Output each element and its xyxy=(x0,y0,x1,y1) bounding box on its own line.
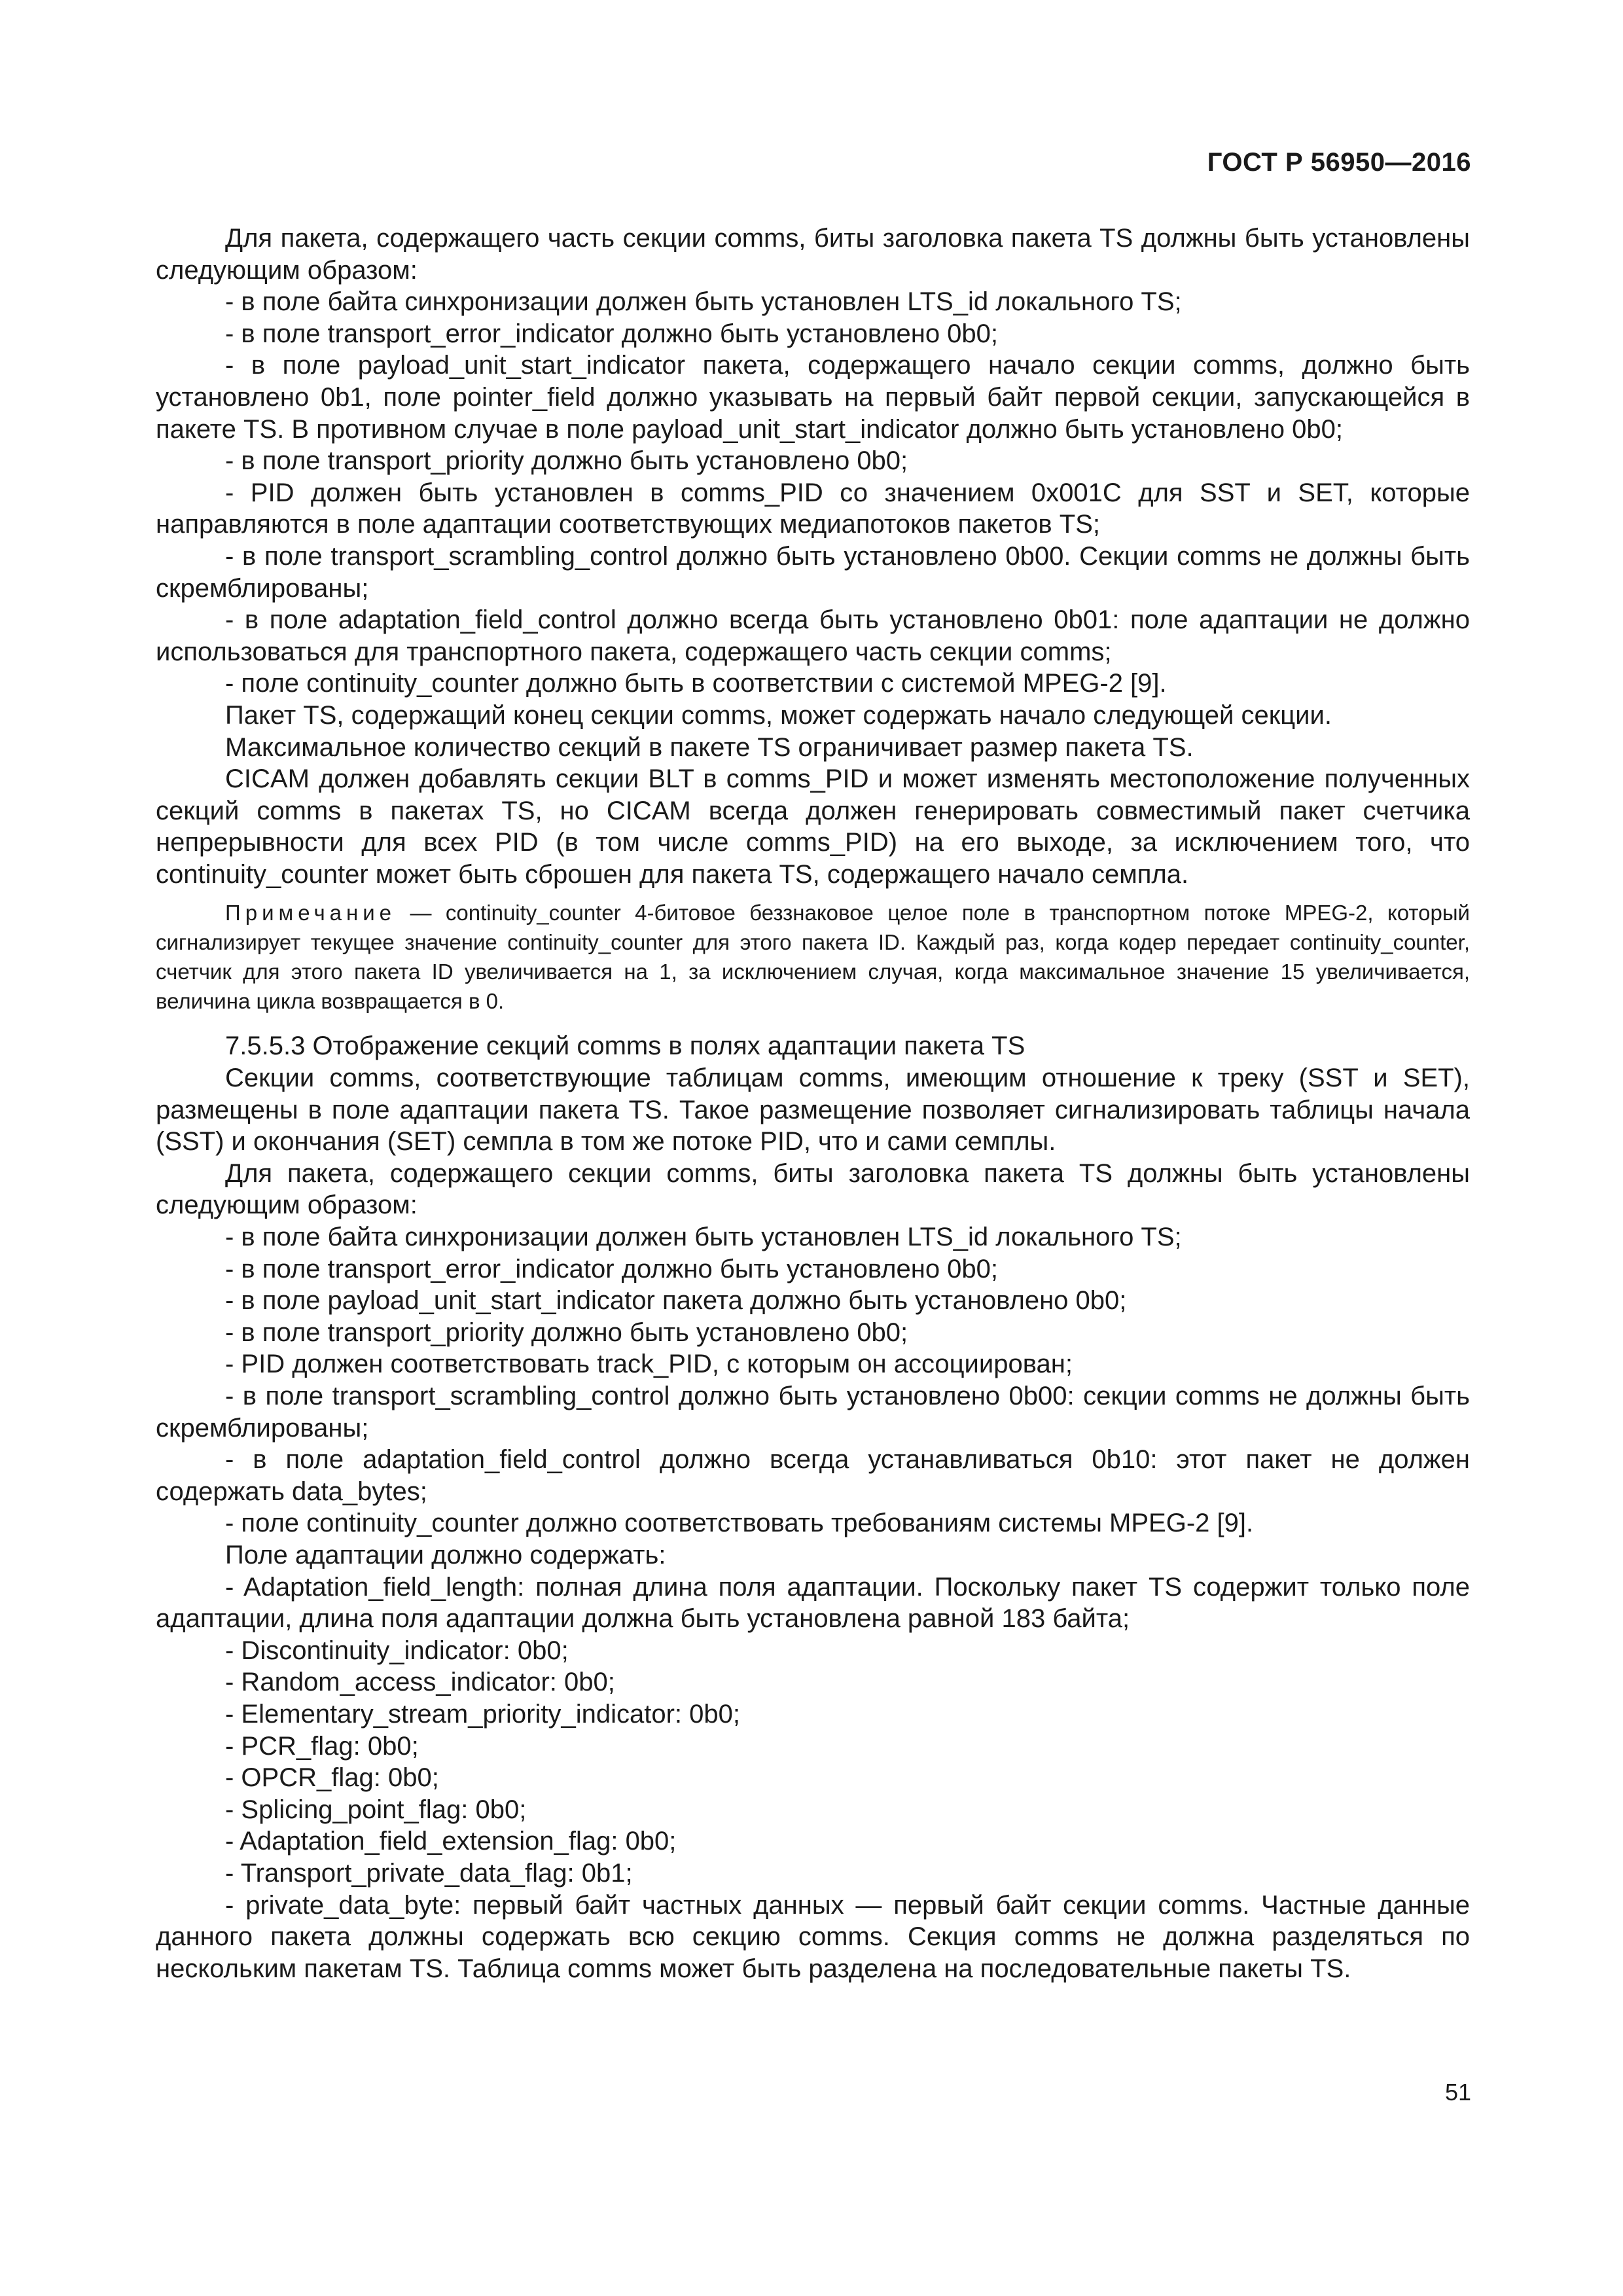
list-item: - поле continuity_counter должно быть в соответствии с системой MPEG-2 [9]. xyxy=(225,669,1167,698)
list-item: - в поле payload_unit_start_indicator пакета должно быть установлено 0b0; xyxy=(225,1286,1127,1316)
list-item: - PID должен быть установлен в comms_PID со значением 0x001C для SST и SET, которые направляются в поле адаптации соответствующих медиапотоков пакетов TS; xyxy=(156,478,1470,539)
list-item: - в поле payload_unit_start_indicator пакета, содержащего начало секции comms, должно быть установлено 0b1, поле pointer_field должно указывать на первый байт первой секции, запускающейся в пакете TS. В противном случае в поле payload_unit_start_indicator должно быть установлено 0b0; xyxy=(156,351,1470,444)
list-item: - в поле transport_priority должно быть установлено 0b0; xyxy=(225,446,908,476)
list-item: - PCR_flag: 0b0; xyxy=(225,1731,419,1761)
note-label: Примечание xyxy=(225,901,397,925)
list-item: - поле continuity_counter должно соответствовать требованиям системы MPEG-2 [9]. xyxy=(225,1509,1254,1538)
list-item: - в поле adaptation_field_control должно всегда быть установлено 0b01: поле адаптации не должно использоваться для транспортного пакета, содержащего часть секции comms; xyxy=(156,605,1470,666)
paragraph: Для пакета, содержащего часть секции comms, биты заголовка пакета TS должны быть установлены следующим образом: xyxy=(156,224,1470,285)
list-item: - Transport_private_data_flag: 0b1; xyxy=(225,1858,633,1888)
list-item: - Discontinuity_indicator: 0b0; xyxy=(225,1636,569,1665)
paragraph: Для пакета, содержащего секции comms, биты заголовка пакета TS должны быть установлены следующим образом: xyxy=(156,1158,1470,1220)
standard-header: ГОСТ Р 56950—2016 xyxy=(1207,148,1471,177)
paragraph: Секции comms, соответствующие таблицам comms, имеющим отношение к треку (SST и SET), размещены в поле адаптации пакета TS. Такое размещение позволяет сигнализировать таблицы начала (SST) и окончания (SET) семпла в том же потоке PID, что и сами семплы. xyxy=(156,1064,1470,1157)
list-item: - Adaptation_field_length: полная длина поля адаптации. Поскольку пакет TS содержит только поле адаптации, длина поля адаптации должна быть установлена равной 183 байта; xyxy=(156,1572,1470,1634)
paragraph: Поле адаптации должно содержать: xyxy=(225,1540,666,1570)
list-item: - в поле transport_error_indicator должно быть установлено 0b0; xyxy=(225,319,999,348)
list-item: - в поле transport_scrambling_control должно быть установлено 0b00: секции comms не должны быть скремблированы; xyxy=(156,1382,1470,1443)
list-item: - OPCR_flag: 0b0; xyxy=(225,1763,439,1793)
list-item: - PID должен соответствовать track_PID, с которым он ассоциирован; xyxy=(225,1350,1073,1379)
list-item: - в поле байта синхронизации должен быть установлен LTS_id локального TS; xyxy=(225,1223,1182,1252)
note xyxy=(156,898,1470,1016)
paragraph: Максимальное количество секций в пакете TS ограничивает размер пакета TS. xyxy=(225,732,1194,762)
section-title: 7.5.5.3 Отображение секций comms в полях адаптации пакета TS xyxy=(225,1031,1026,1061)
list-item: - Adaptation_field_extension_flag: 0b0; xyxy=(225,1827,677,1856)
list-item: - Elementary_stream_priority_indicator: 0b0; xyxy=(225,1699,741,1729)
paragraph: Пакет TS, содержащий конец секции comms, может содержать начало следующей секции. xyxy=(225,700,1332,730)
body-text xyxy=(156,223,1470,1984)
list-item: - в поле transport_scrambling_control должно быть установлено 0b00. Секции comms не должны быть скремблированы; xyxy=(156,541,1471,603)
page-number: 51 xyxy=(1444,2079,1471,2106)
list-item: - private_data_byte: первый байт частных данных — первый байт секции comms. Частные данные данного пакета должны содержать всю секцию comms. Секция comms не должна разделяться по нескольким пакетам TS. Таблица comms может быть разделена на последовательные пакеты TS. xyxy=(156,1890,1470,1983)
list-item: - в поле adaptation_field_control должно всегда устанавливаться 0b10: этот пакет не должен содержать data_bytes; xyxy=(156,1445,1470,1506)
list-item: - в поле transport_error_indicator должно быть установлено 0b0; xyxy=(225,1254,999,1283)
list-item: - Random_access_indicator: 0b0; xyxy=(225,1668,615,1697)
list-item: - в поле transport_priority должно быть установлено 0b0; xyxy=(225,1318,908,1347)
paragraph: CICAM должен добавлять секции BLT в comms_PID и может изменять местоположение полученных секций comms в пакетах TS, но CICAM всегда должен генерировать совместимый пакет счетчика непрерывности для всех PID (в том числе comms_PID) на его выходе, за исключением того, что continuity_counter может быть сброшен для пакета TS, содержащего начало семпла. xyxy=(156,764,1470,889)
list-item: - Splicing_point_flag: 0b0; xyxy=(225,1795,527,1824)
list-item: - в поле байта синхронизации должен быть установлен LTS_id локального TS; xyxy=(225,287,1182,317)
note-text: — continuity_counter 4-битовое беззнаковое целое поле в транспортном потоке MPEG-2, который сигнализирует текущее значение continuity_counter для этого пакета ID. Каждый раз, когда кодер передает continuity_counter, счетчик для этого пакета ID увеличивается на 1, за исключением случая, когда максимальное значение 15 увеличивается, величина цикла возвращается в 0. xyxy=(156,901,1470,1014)
